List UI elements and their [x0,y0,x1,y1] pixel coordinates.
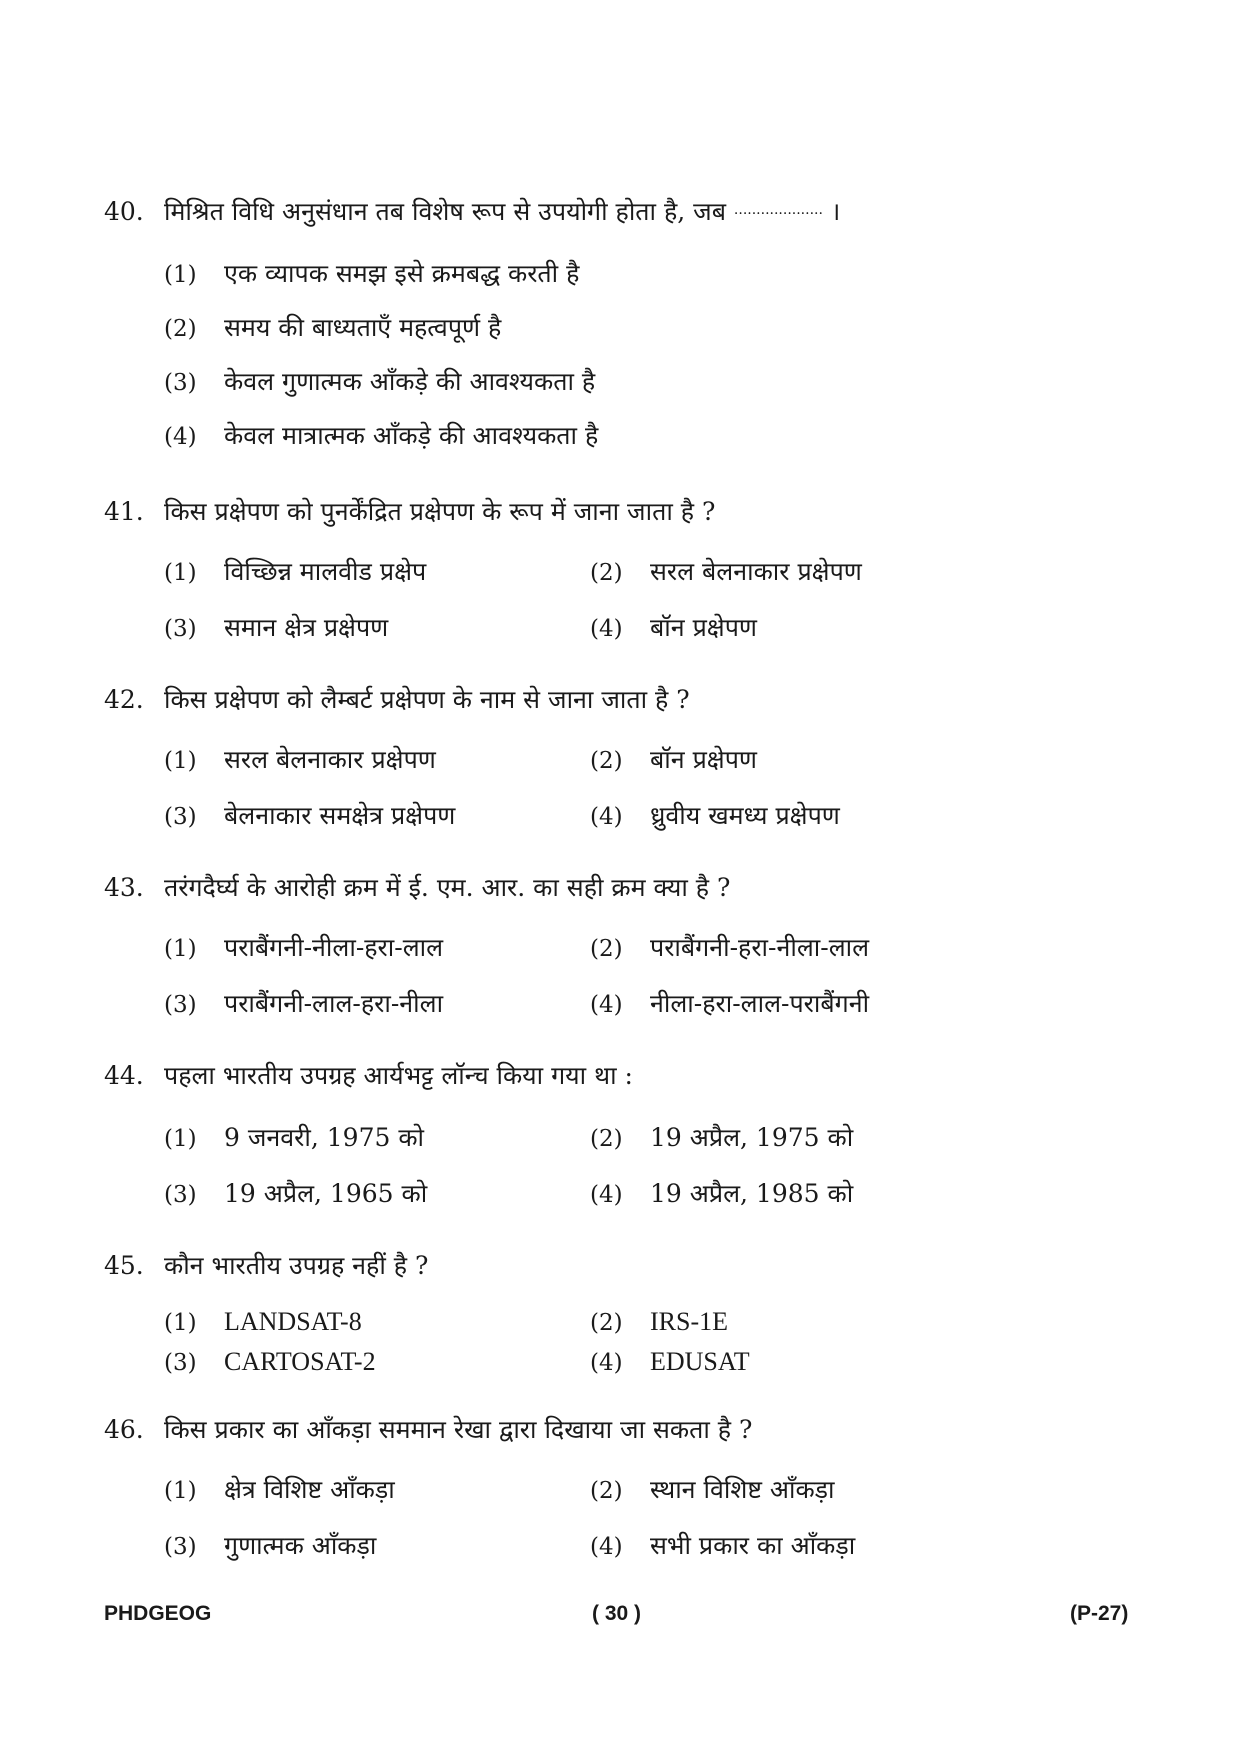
option-text: पराबैंगनी-लाल-हरा-नीला [224,989,444,1018]
option-number: (3) [164,370,197,396]
option-text: समान क्षेत्र प्रक्षेपण [224,613,389,642]
option-text: विच्छिन्न मालवीड प्रक्षेप [224,557,427,586]
option-text: नीला-हरा-लाल-पराबैंगनी [650,989,870,1018]
option [164,1474,395,1507]
option-text: LANDSAT-8 [224,1307,362,1336]
option [590,556,862,589]
question-text: कौन भारतीय उपग्रह नहीं है ? [164,1251,429,1280]
option-number: (4) [590,992,623,1018]
option [164,1530,376,1563]
option-text: बॉन प्रक्षेपण [650,745,757,774]
question-number: 46. [104,1415,144,1444]
option-number: (4) [590,616,623,642]
option-text: स्थान विशिष्ट आँकड़ा [650,1475,835,1504]
option [164,800,455,833]
option-number: (2) [590,748,623,774]
option-number: (3) [164,1350,197,1376]
option-number: (1) [164,560,197,586]
option [590,1474,835,1507]
option [164,988,443,1021]
option-text: बेलनाकार समक्षेत्र प्रक्षेपण [224,801,456,830]
option-number: (4) [590,804,623,830]
option [164,366,595,399]
option [164,258,579,291]
footer-page-number: ( 30 ) [592,1602,642,1625]
option [590,612,757,645]
option-text: EDUSAT [650,1347,750,1376]
question-stem [104,872,730,904]
option [590,1122,853,1155]
option-number: (2) [590,1478,623,1504]
question-text: किस प्रक्षेपण को लैम्बर्ट प्रक्षेपण के नाम से जाना जाता है ? [164,685,690,714]
option-text: सरल बेलनाकार प्रक्षेपण [650,557,862,586]
option-text: समय की बाध्यताएँ महत्वपूर्ण है [224,313,502,342]
question-end-mark: । [830,197,841,226]
question-stem [104,496,715,528]
option-text: सभी प्रकार का आँकड़ा [650,1531,856,1560]
answer-blank: .................... [733,202,823,218]
option-number: (2) [590,560,623,586]
question-text: तरंगदैर्घ्य के आरोही क्रम में ई. एम. आर. का सही क्रम क्या है ? [164,873,731,902]
option-number: (4) [164,424,197,450]
question-text: मिश्रित विधि अनुसंधान तब विशेष रूप से उपयोगी होता है, जब [164,197,726,226]
option-number: (3) [164,616,197,642]
question-number: 41. [104,497,144,526]
option-text: केवल गुणात्मक आँकड़े की आवश्यकता है [224,367,596,396]
option [164,744,436,777]
question-number: 45. [104,1251,144,1280]
option [164,1306,362,1339]
question-number: 40. [104,197,144,226]
option-text: IRS-1E [650,1307,728,1336]
option [164,1346,376,1379]
option [164,612,388,645]
option [164,556,426,589]
option-text: एक व्यापक समझ इसे क्रमबद्ध करती है [224,259,580,288]
option [164,1122,424,1155]
option-text: 19 अप्रैल, 1975 को [650,1123,854,1152]
option-number: (4) [590,1534,623,1560]
question-stem [104,1414,752,1446]
option-number: (1) [164,1126,197,1152]
option-number: (3) [164,1534,197,1560]
option-number: (3) [164,1182,197,1208]
option-text: गुणात्मक आँकड़ा [224,1531,377,1560]
option-text: सरल बेलनाकार प्रक्षेपण [224,745,436,774]
option-number: (1) [164,1310,197,1336]
option-number: (1) [164,936,197,962]
question-number: 42. [104,685,144,714]
option [590,1178,853,1211]
option-text: पराबैंगनी-नीला-हरा-लाल [224,933,444,962]
option [590,800,840,833]
option-text: 9 जनवरी, 1975 को [224,1123,425,1152]
option-text: क्षेत्र विशिष्ट आँकड़ा [224,1475,395,1504]
option-text: CARTOSAT-2 [224,1347,376,1376]
option-number: (2) [590,1126,623,1152]
question-stem [104,1060,633,1092]
option [590,988,869,1021]
option-number: (1) [164,1478,197,1504]
option-text: पराबैंगनी-हरा-नीला-लाल [650,933,870,962]
option [590,1530,855,1563]
option-text: केवल मात्रात्मक आँकड़े की आवश्यकता है [224,421,599,450]
option-number: (3) [164,992,197,1018]
option [590,1306,728,1339]
option-number: (2) [590,1310,623,1336]
question-text: किस प्रकार का आँकड़ा सममान रेखा द्वारा दिखाया जा सकता है ? [164,1415,753,1444]
option [590,1346,750,1379]
option-number: (1) [164,262,197,288]
option-text: बॉन प्रक्षेपण [650,613,757,642]
question-text: पहला भारतीय उपग्रह आर्यभट्ट लॉन्च किया गया था : [164,1061,633,1090]
option-number: (2) [164,316,197,342]
question-stem [104,684,690,716]
option [164,420,598,453]
option-number: (3) [164,804,197,830]
option [164,932,443,965]
option-text: 19 अप्रैल, 1985 को [650,1179,854,1208]
option [590,744,757,777]
option [164,312,501,345]
question-stem [104,194,840,228]
option-number: (4) [590,1182,623,1208]
option-text: 19 अप्रैल, 1965 को [224,1179,428,1208]
footer-series-code: (P-27) [1070,1602,1129,1625]
question-stem [104,1250,428,1282]
question-text: किस प्रक्षेपण को पुनर्केंद्रित प्रक्षेपण के रूप में जाना जाता है ? [164,497,716,526]
question-number: 44. [104,1061,144,1090]
option-number: (4) [590,1350,623,1376]
option-number: (1) [164,748,197,774]
option [590,932,869,965]
footer-paper-code: PHDGEOG [104,1602,212,1625]
option-text: ध्रुवीय खमध्य प्रक्षेपण [650,801,840,830]
option [164,1178,427,1211]
question-number: 43. [104,873,144,902]
option-number: (2) [590,936,623,962]
